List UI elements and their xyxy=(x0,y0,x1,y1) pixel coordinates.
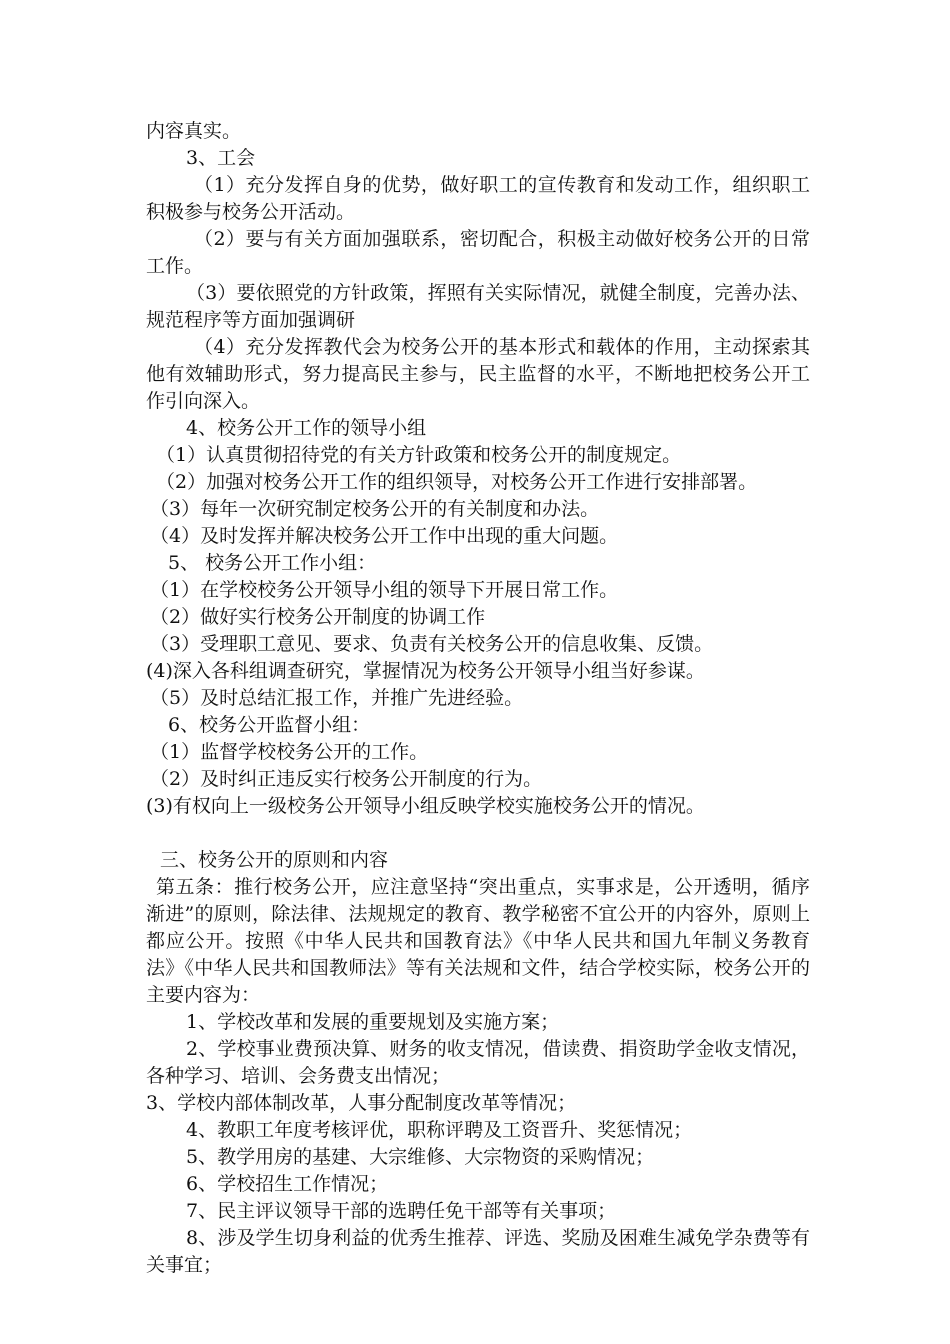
list-item: （1）监督学校校务公开的工作。 xyxy=(150,741,429,763)
list-item: （1）认真贯彻招待党的有关方针政策和校务公开的制度规定。 xyxy=(156,444,682,466)
list-item: （3）要依照党的方针政策，挥照有关实际情况，就健全制度，完善办法、规范程序等方面加强调研 xyxy=(146,282,810,331)
section-heading-supervision-group: 6、校务公开监督小组： xyxy=(168,714,371,736)
list-item: 2、学校事业费预决算、财务的收支情况，借读费、捐资助学金收支情况，各种学习、培训、会务费支出情况； xyxy=(146,1038,810,1087)
list-item: 6、学校招生工作情况； xyxy=(186,1173,389,1195)
document-body xyxy=(146,118,810,1279)
list-item: 8、涉及学生切身利益的优秀生推荐、评选、奖励及困难生减免学杂费等有关事宜； xyxy=(146,1227,810,1276)
list-item: （5）及时总结汇报工作，并推广先进经验。 xyxy=(150,687,524,709)
list-item: （4）及时发挥并解决校务公开工作中出现的重大问题。 xyxy=(150,525,619,547)
list-item: （2）及时纠正违反实行校务公开制度的行为。 xyxy=(150,768,543,790)
list-item: 1、学校改革和发展的重要规划及实施方案； xyxy=(186,1011,560,1033)
list-item: (4)深入各科组调查研究，掌握情况为校务公开领导小组当好参谋。 xyxy=(146,660,705,682)
list-item: （2）要与有关方面加强联系，密切配合，积极主动做好校务公开的日常工作。 xyxy=(146,228,810,277)
text-line: 内容真实。 xyxy=(146,120,242,142)
section-heading-working-group: 5、 校务公开工作小组： xyxy=(168,552,377,574)
list-item: （2）加强对校务公开工作的组织领导，对校务公开工作进行安排部署。 xyxy=(156,471,758,493)
section-heading-union: 3、工会 xyxy=(186,147,256,169)
section-heading-leadership-group: 4、校务公开工作的领导小组 xyxy=(186,417,427,439)
list-item: （1）充分发挥自身的优势，做好职工的宣传教育和发动工作，组织职工积极参与校务公开活动。 xyxy=(146,174,810,223)
list-item: （2）做好实行校务公开制度的协调工作 xyxy=(150,606,486,628)
list-item: 3、学校内部体制改革，人事分配制度改革等情况； xyxy=(146,1092,577,1114)
list-item: （1）在学校校务公开领导小组的领导下开展日常工作。 xyxy=(150,579,619,601)
list-item: （4）充分发挥教代会为校务公开的基本形式和载体的作用，主动探索其他有效辅助形式，努力提高民主参与，民主监督的水平，不断地把校务公开工作引向深入。 xyxy=(146,336,810,412)
list-item: 5、教学用房的基建、大宗维修、大宗物资的采购情况； xyxy=(186,1146,655,1168)
list-item: 7、民主评议领导干部的选聘任免干部等有关事项； xyxy=(186,1200,617,1222)
chapter-heading: 三、校务公开的原则和内容 xyxy=(160,849,389,871)
article-paragraph: 第五条：推行校务公开，应注意坚持“突出重点，实事求是，公开透明，循序渐进”的原则，除法律、法规规定的教育、教学秘密不宜公开的内容外，原则上都应公开。按照《中华人民共和国教育法》《中华人民共和国九年制义务教育法》《中华人民共和国教师法》等有关法规和文件，结合学校实际，校务公开的主要内容为： xyxy=(146,876,810,1006)
list-item: 4、教职工年度考核评优，职称评聘及工资晋升、奖惩情况； xyxy=(186,1119,693,1141)
list-item: （3）受理职工意见、要求、负责有关校务公开的信息收集、反馈。 xyxy=(150,633,714,655)
list-item: (3)有权向上一级校务公开领导小组反映学校实施校务公开的情况。 xyxy=(146,795,705,817)
list-item: （3）每年一次研究制定校务公开的有关制度和办法。 xyxy=(150,498,600,520)
blank-line xyxy=(146,820,810,847)
